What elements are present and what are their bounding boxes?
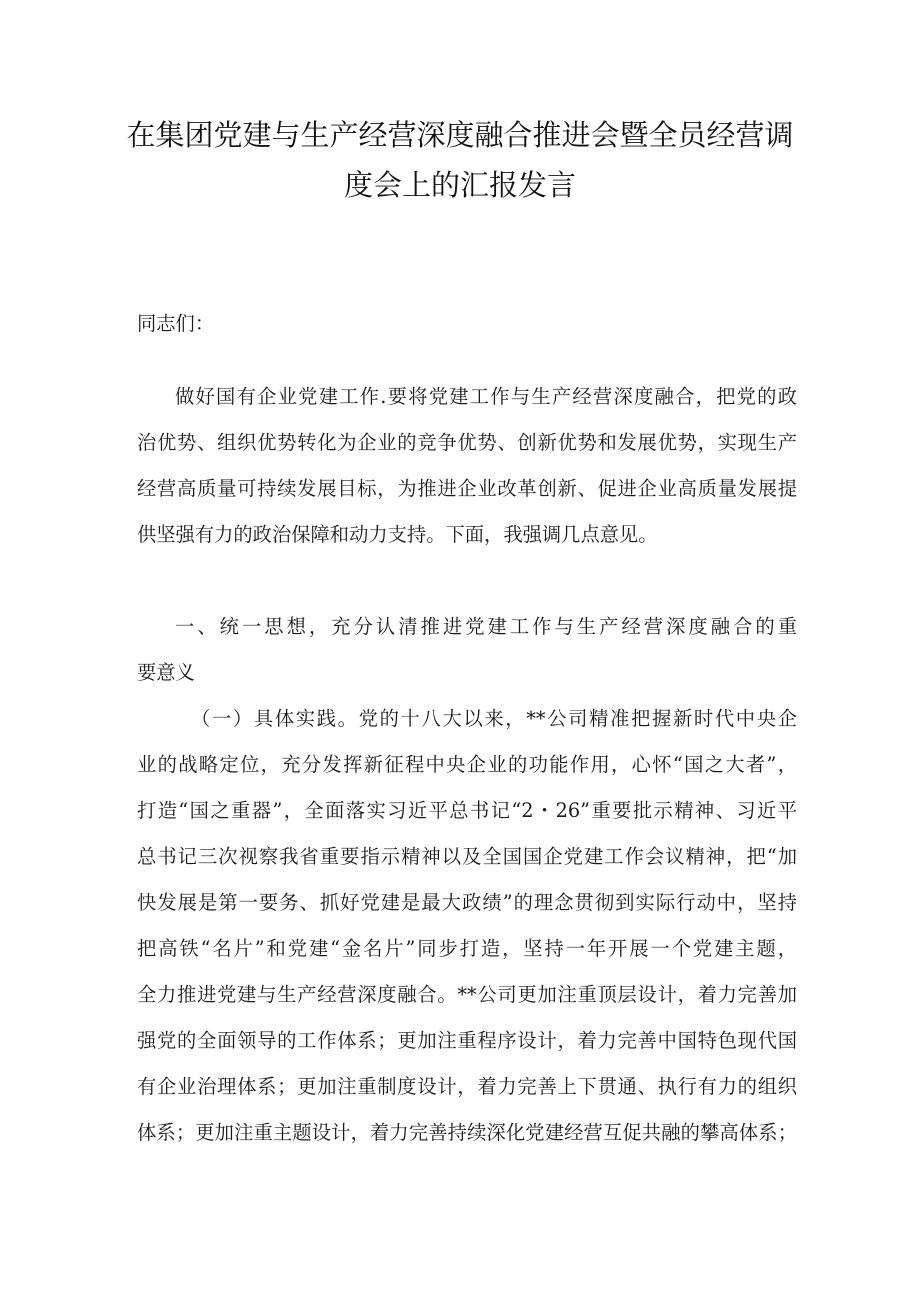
paragraph-line: （一）具体实践。党的十八大以来，**公司精准把握新时代中央企 bbox=[191, 707, 797, 730]
paragraph-line: 有企业治理体系；更加注重制度设计，着力完善上下贯通、执行有力的组织 bbox=[137, 1075, 797, 1098]
paragraph-practice bbox=[137, 696, 797, 1156]
paragraph-line: 强党的全面领导的工作体系；更加注重程序设计，着力完善中国特色现代国 bbox=[137, 1029, 797, 1052]
document-title bbox=[120, 110, 800, 210]
paragraph-line: 做好国有企业党建工作.要将党建工作与生产经营深度融合，把党的政 bbox=[175, 385, 797, 408]
paragraph-line: 经营高质量可持续发展目标，为推进企业改革创新、促进企业高质量发展提 bbox=[137, 477, 797, 500]
paragraph-line: 快发展是第一要务、抓好党建是最大政绩”的理念贯彻到实际行动中，坚持 bbox=[137, 891, 797, 914]
paragraph-line: 把高铁“名片”和党建“金名片”同步打造，坚持一年开展一个党建主题， bbox=[137, 937, 797, 960]
section-heading-1 bbox=[137, 604, 797, 696]
paragraph-line: 体系；更加注重主题设计，着力完善持续深化党建经营互促共融的攀高体系； bbox=[137, 1121, 797, 1144]
paragraph-line: 一、统一思想，充分认清推进党建工作与生产经营深度融合的重 bbox=[175, 615, 797, 638]
salutation: 同志们： bbox=[137, 312, 215, 335]
title-line: 在集团党建与生产经营深度融合推进会暨全员经营调 bbox=[126, 118, 794, 152]
paragraph-line: 总书记三次视察我省重要指示精神以及全国国企党建工作会议精神，把“加 bbox=[137, 845, 797, 868]
paragraph-line: 全力推进党建与生产经营深度融合。**公司更加注重顶层设计，着力完善加 bbox=[137, 983, 797, 1006]
paragraph-line: 供坚强有力的政治保障和动力支持。下面，我强调几点意见。 bbox=[137, 523, 658, 546]
paragraph-line: 打造“国之重器”，全面落实习近平总书记“2・26”重要批示精神、习近平 bbox=[137, 799, 797, 822]
paragraph-line: 要意义 bbox=[137, 661, 195, 684]
paragraph-line: 业的战略定位，充分发挥新征程中央企业的功能作用，心怀“国之大者”， bbox=[137, 753, 797, 776]
paragraph-intro bbox=[137, 374, 797, 558]
title-line: 度会上的汇报发言 bbox=[343, 168, 576, 202]
paragraph-line: 治优势、组织优势转化为企业的竞争优势、创新优势和发展优势，实现生产 bbox=[137, 431, 797, 454]
